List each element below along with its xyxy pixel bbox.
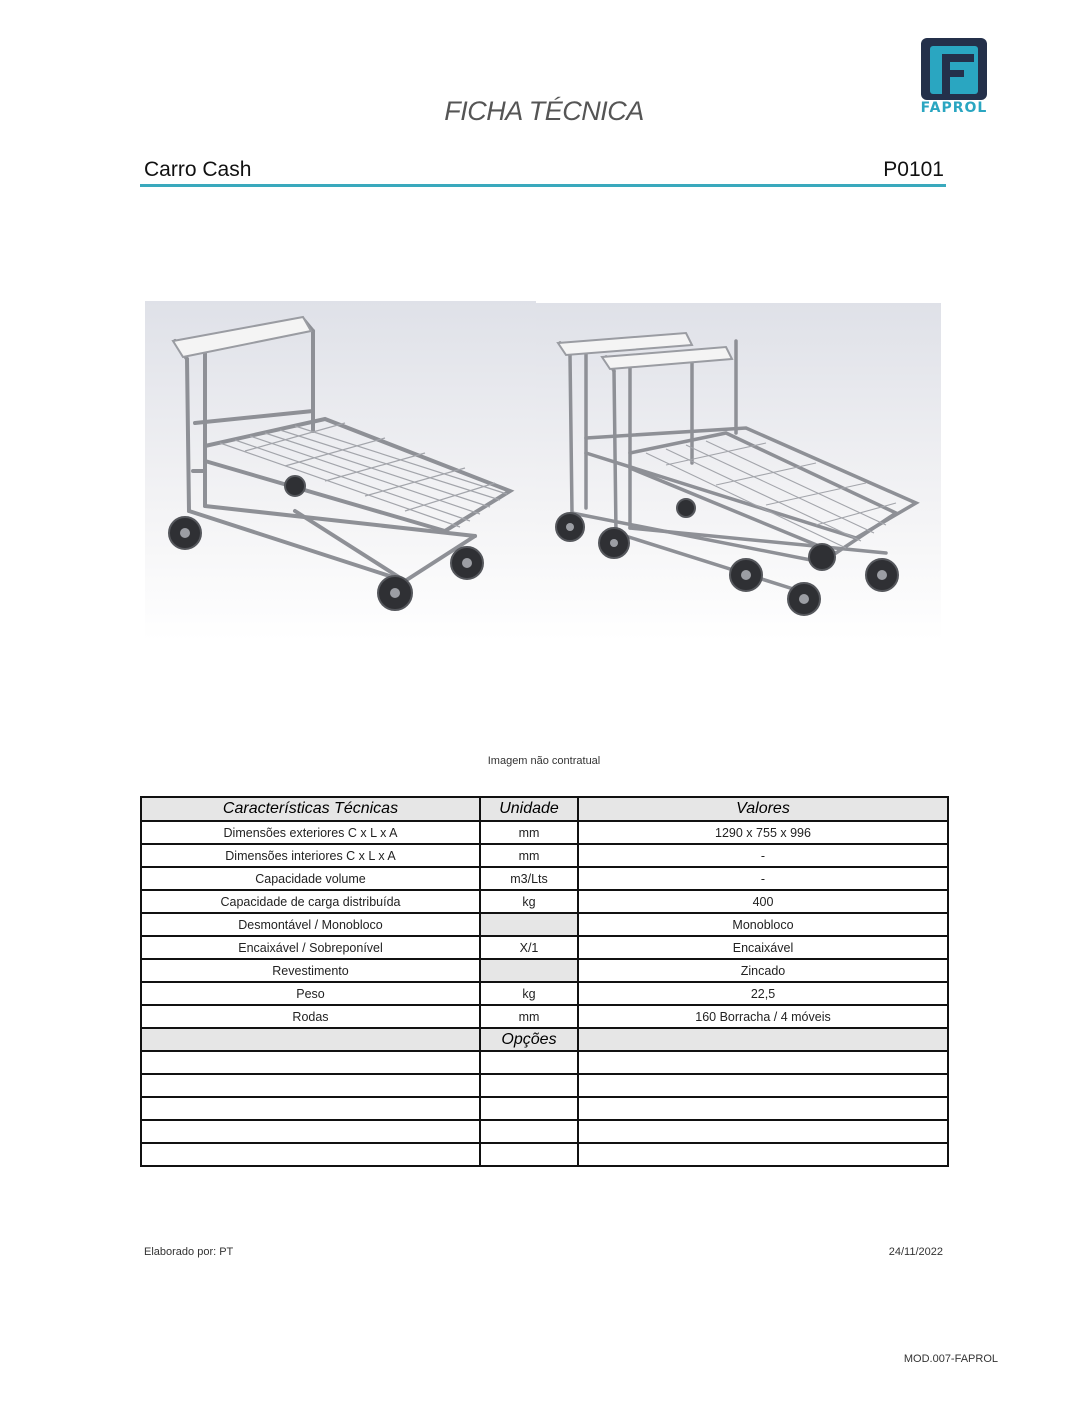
option-label <box>141 1074 480 1097</box>
table-row <box>141 890 948 913</box>
row-label: Capacidade volume <box>141 867 480 890</box>
header-values: Valores <box>578 797 948 821</box>
option-row <box>141 1097 948 1120</box>
cart-nested-icon <box>536 303 941 641</box>
option-label <box>141 1051 480 1074</box>
header-unit: Unidade <box>480 797 578 821</box>
row-unit: kg <box>480 982 578 1005</box>
option-unit <box>480 1074 578 1097</box>
row-unit: mm <box>480 821 578 844</box>
row-unit <box>480 959 578 982</box>
option-value <box>578 1097 948 1120</box>
options-header-blank <box>141 1028 480 1051</box>
image-caption: Imagem não contratual <box>487 755 601 767</box>
row-value: 22,5 <box>578 982 948 1005</box>
row-value: Zincado <box>578 959 948 982</box>
row-value: - <box>578 867 948 890</box>
row-label: Encaixável / Sobreponível <box>141 936 480 959</box>
option-unit <box>480 1120 578 1143</box>
option-row <box>141 1074 948 1097</box>
document-date: 24/11/2022 <box>888 1246 943 1258</box>
options-header-blank <box>578 1028 948 1051</box>
option-value <box>578 1074 948 1097</box>
row-unit: mm <box>480 844 578 867</box>
spec-table <box>140 796 949 1167</box>
option-value <box>578 1143 948 1166</box>
logo-wordmark-text: FAPROL <box>920 100 988 116</box>
row-unit: mm <box>480 1005 578 1028</box>
table-row <box>141 867 948 890</box>
row-value: - <box>578 844 948 867</box>
row-unit <box>480 913 578 936</box>
cart-nested-photo <box>536 303 941 641</box>
option-row <box>141 1051 948 1074</box>
row-label: Capacidade de carga distribuída <box>141 890 480 913</box>
row-unit: kg <box>480 890 578 913</box>
row-unit: X/1 <box>480 936 578 959</box>
table-row <box>141 1005 948 1028</box>
row-label: Dimensões exteriores C x L x A <box>141 821 480 844</box>
row-label: Peso <box>141 982 480 1005</box>
table-row <box>141 936 948 959</box>
option-row <box>141 1143 948 1166</box>
option-label <box>141 1143 480 1166</box>
option-label <box>141 1097 480 1120</box>
row-value: 1290 x 755 x 996 <box>578 821 948 844</box>
option-unit <box>480 1143 578 1166</box>
document-title: FICHA TÉCNICA <box>444 96 644 126</box>
row-label: Revestimento <box>141 959 480 982</box>
model-reference: MOD.007-FAPROL <box>903 1353 998 1365</box>
option-row <box>141 1120 948 1143</box>
cart-single-photo <box>145 301 536 641</box>
header-characteristics: Características Técnicas <box>141 797 480 821</box>
row-unit: m3/Lts <box>480 867 578 890</box>
product-name: Carro Cash <box>144 158 252 181</box>
row-value: Monobloco <box>578 913 948 936</box>
row-value: Encaixável <box>578 936 948 959</box>
row-value: 400 <box>578 890 948 913</box>
row-label: Desmontável / Monobloco <box>141 913 480 936</box>
table-row <box>141 821 948 844</box>
author-note: Elaborado por: PT <box>144 1246 234 1258</box>
header-divider <box>140 184 946 187</box>
options-header-row <box>141 1028 948 1051</box>
table-row <box>141 844 948 867</box>
option-unit <box>480 1097 578 1120</box>
option-label <box>141 1120 480 1143</box>
option-unit <box>480 1051 578 1074</box>
table-row <box>141 982 948 1005</box>
table-row <box>141 913 948 936</box>
table-row <box>141 959 948 982</box>
cart-single-icon <box>145 301 536 641</box>
option-value <box>578 1051 948 1074</box>
spec-table-header-row <box>141 797 948 821</box>
row-value: 160 Borracha / 4 móveis <box>578 1005 948 1028</box>
row-label: Rodas <box>141 1005 480 1028</box>
row-label: Dimensões interiores C x L x A <box>141 844 480 867</box>
options-header: Opções <box>480 1028 578 1051</box>
product-code: P0101 <box>883 158 944 181</box>
option-value <box>578 1120 948 1143</box>
